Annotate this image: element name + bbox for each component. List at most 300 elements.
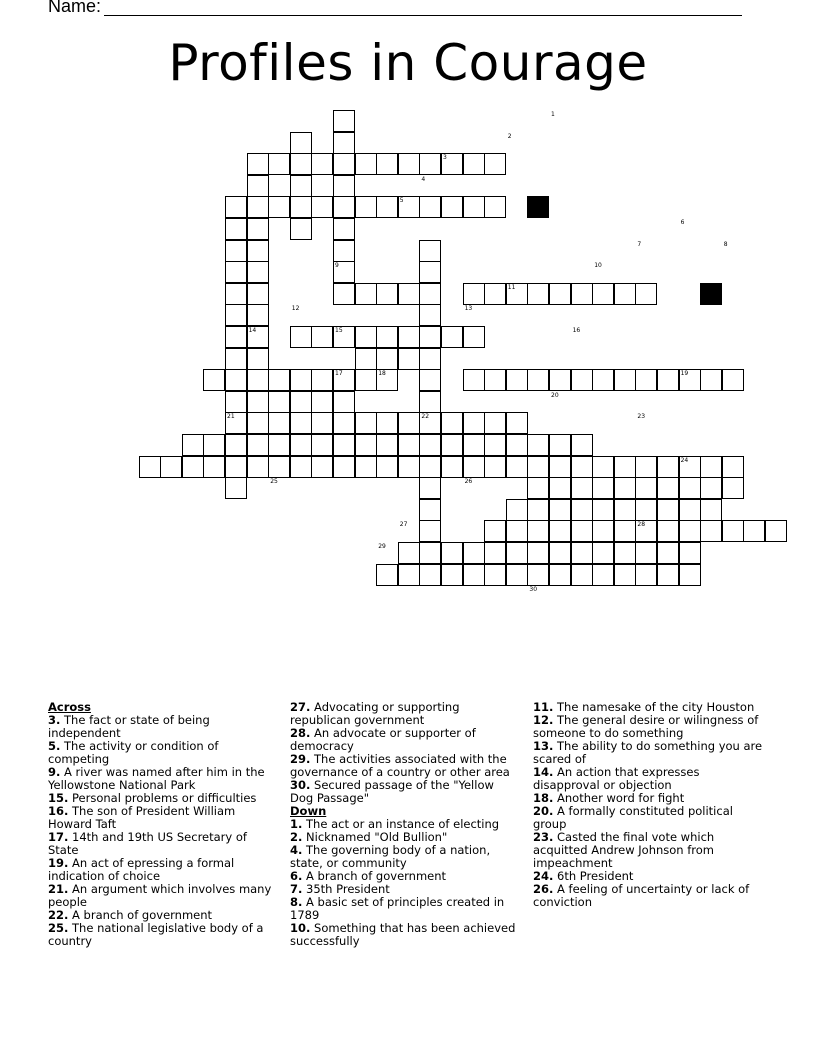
grid-cell[interactable] bbox=[376, 326, 398, 348]
grid-cell[interactable] bbox=[506, 434, 528, 456]
grid-cell[interactable] bbox=[225, 348, 247, 370]
grid-cell[interactable] bbox=[376, 153, 398, 175]
grid-cell[interactable] bbox=[463, 434, 485, 456]
clue-number-label: 14 bbox=[248, 327, 257, 334]
grid-cell[interactable] bbox=[484, 196, 506, 218]
grid-cell[interactable] bbox=[225, 283, 247, 305]
grid-cell[interactable] bbox=[484, 412, 506, 434]
clue-number: 6. bbox=[290, 869, 303, 883]
clue-text: An advocate or supporter of democracy bbox=[290, 726, 476, 753]
grid-cell[interactable] bbox=[506, 369, 528, 391]
down-clue-list-continued bbox=[533, 701, 768, 909]
clue-number: 28. bbox=[290, 726, 311, 740]
grid-cell[interactable] bbox=[441, 326, 463, 348]
grid-cell[interactable] bbox=[355, 434, 377, 456]
grid-cell[interactable] bbox=[700, 369, 722, 391]
grid-cell[interactable] bbox=[592, 542, 614, 564]
grid-cell[interactable] bbox=[700, 456, 722, 478]
grid-cell[interactable] bbox=[247, 283, 269, 305]
grid-cell[interactable] bbox=[247, 412, 269, 434]
grid-cell[interactable] bbox=[225, 456, 247, 478]
grid-cell[interactable] bbox=[290, 412, 312, 434]
grid-cell[interactable] bbox=[268, 196, 290, 218]
grid-cell[interactable] bbox=[333, 110, 355, 132]
clue-number: 9. bbox=[48, 765, 61, 779]
grid-cell[interactable] bbox=[311, 391, 333, 413]
grid-cell[interactable] bbox=[527, 369, 549, 391]
clue-number-label: 4 bbox=[421, 175, 426, 183]
clue-number-label: 8 bbox=[723, 240, 728, 248]
grid-cell[interactable] bbox=[333, 132, 355, 154]
clue-number-label: 6 bbox=[680, 219, 685, 226]
grid-cell[interactable] bbox=[419, 542, 441, 564]
grid-cell[interactable] bbox=[225, 240, 247, 262]
grid-cell[interactable] bbox=[398, 564, 420, 586]
clue-number: 2. bbox=[290, 830, 303, 844]
grid-cell[interactable] bbox=[635, 456, 657, 478]
grid-cell[interactable] bbox=[355, 196, 377, 218]
grid-cell[interactable] bbox=[614, 542, 636, 564]
clue-text: Secured passage of the "Yellow Dog Passage" bbox=[290, 778, 494, 805]
clue-item bbox=[290, 753, 520, 779]
clue-item bbox=[533, 805, 768, 831]
clues-column-1 bbox=[48, 701, 278, 948]
grid-cell[interactable] bbox=[225, 434, 247, 456]
grid-cell[interactable] bbox=[592, 499, 614, 521]
grid-cell[interactable] bbox=[463, 456, 485, 478]
grid-cell[interactable] bbox=[463, 326, 485, 348]
grid-cell[interactable] bbox=[398, 412, 420, 434]
grid-cell[interactable] bbox=[268, 412, 290, 434]
grid-cell[interactable] bbox=[419, 434, 441, 456]
grid-cell[interactable] bbox=[419, 520, 441, 542]
clue-number: 1. bbox=[290, 817, 303, 831]
clue-item bbox=[48, 740, 278, 766]
grid-cell[interactable] bbox=[355, 326, 377, 348]
clue-number-label: 30 bbox=[529, 586, 538, 594]
clue-number: 20. bbox=[533, 804, 554, 818]
clue-item bbox=[48, 714, 278, 740]
grid-cell[interactable] bbox=[571, 434, 593, 456]
clue-item bbox=[533, 766, 768, 792]
grid-cell[interactable] bbox=[527, 434, 549, 456]
clue-number: 4. bbox=[290, 843, 303, 857]
grid-cell[interactable] bbox=[355, 369, 377, 391]
grid-cell[interactable] bbox=[635, 283, 657, 305]
grid-block bbox=[700, 283, 722, 305]
grid-cell[interactable] bbox=[355, 348, 377, 370]
grid-cell[interactable] bbox=[657, 542, 679, 564]
grid-cell[interactable] bbox=[419, 499, 441, 521]
clue-text: A basic set of principles created in 1789 bbox=[290, 895, 505, 922]
grid-cell[interactable] bbox=[419, 261, 441, 283]
clue-number: 16. bbox=[48, 804, 69, 818]
grid-cell[interactable] bbox=[549, 499, 571, 521]
grid-cell[interactable] bbox=[614, 499, 636, 521]
grid-cell[interactable] bbox=[571, 369, 593, 391]
clue-text: 35th President bbox=[302, 882, 390, 896]
grid-cell[interactable] bbox=[506, 542, 528, 564]
grid-cell[interactable] bbox=[592, 520, 614, 542]
clue-text: A river was named after him in the Yellowstone National Park bbox=[48, 765, 265, 792]
clue-number-label: 25 bbox=[270, 478, 278, 486]
clue-number-label: 9 bbox=[335, 262, 339, 270]
grid-cell[interactable] bbox=[527, 477, 549, 499]
grid-cell[interactable] bbox=[614, 520, 636, 542]
grid-cell[interactable] bbox=[722, 520, 744, 542]
clue-item bbox=[48, 857, 278, 883]
grid-cell[interactable] bbox=[398, 348, 420, 370]
clue-number: 22. bbox=[48, 908, 69, 922]
grid-cell[interactable] bbox=[463, 564, 485, 586]
grid-cell[interactable] bbox=[311, 196, 333, 218]
clue-number-label: 21 bbox=[227, 413, 235, 421]
across-clue-list-continued bbox=[290, 701, 520, 805]
grid-cell[interactable] bbox=[247, 175, 269, 197]
name-label: Name: bbox=[48, 0, 102, 16]
clue-number-label: 19 bbox=[680, 370, 689, 378]
grid-cell[interactable] bbox=[290, 153, 312, 175]
grid-cell[interactable] bbox=[700, 520, 722, 542]
grid-cell[interactable] bbox=[290, 175, 312, 197]
grid-cell[interactable] bbox=[419, 153, 441, 175]
grid-cell[interactable] bbox=[268, 391, 290, 413]
grid-cell[interactable] bbox=[571, 564, 593, 586]
grid-cell[interactable] bbox=[484, 153, 506, 175]
grid-cell[interactable] bbox=[592, 456, 614, 478]
clue-text: The national legislative body of a country bbox=[48, 921, 264, 948]
grid-cell[interactable] bbox=[225, 261, 247, 283]
grid-cell[interactable] bbox=[355, 283, 377, 305]
grid-cell[interactable] bbox=[765, 520, 787, 542]
clue-number: 25. bbox=[48, 921, 69, 935]
clue-number-label: 1 bbox=[551, 111, 555, 118]
grid-cell[interactable] bbox=[376, 564, 398, 586]
clue-item bbox=[533, 883, 768, 909]
clue-number: 21. bbox=[48, 882, 69, 896]
grid-cell[interactable] bbox=[376, 456, 398, 478]
grid-cell[interactable] bbox=[527, 542, 549, 564]
grid-cell[interactable] bbox=[419, 304, 441, 326]
grid-cell[interactable] bbox=[398, 153, 420, 175]
grid-cell[interactable] bbox=[419, 196, 441, 218]
grid-cell[interactable] bbox=[657, 456, 679, 478]
grid-cell[interactable] bbox=[441, 412, 463, 434]
clue-item bbox=[290, 727, 520, 753]
grid-cell[interactable] bbox=[225, 477, 247, 499]
grid-cell[interactable] bbox=[549, 542, 571, 564]
grid-cell[interactable] bbox=[247, 218, 269, 240]
grid-cell[interactable] bbox=[635, 564, 657, 586]
grid-cell[interactable] bbox=[441, 456, 463, 478]
grid-cell[interactable] bbox=[419, 348, 441, 370]
grid-cell[interactable] bbox=[376, 412, 398, 434]
grid-cell[interactable] bbox=[225, 391, 247, 413]
grid-cell[interactable] bbox=[592, 564, 614, 586]
grid-cell[interactable] bbox=[247, 456, 269, 478]
clue-item bbox=[290, 922, 520, 948]
grid-cell[interactable] bbox=[571, 477, 593, 499]
grid-cell[interactable] bbox=[333, 283, 355, 305]
grid-cell[interactable] bbox=[333, 175, 355, 197]
grid-cell[interactable] bbox=[506, 520, 528, 542]
grid-cell[interactable] bbox=[290, 218, 312, 240]
grid-cell[interactable] bbox=[290, 196, 312, 218]
grid-cell[interactable] bbox=[247, 304, 269, 326]
clue-number-label: 29 bbox=[378, 543, 386, 550]
clue-number: 7. bbox=[290, 882, 303, 896]
grid-cell[interactable] bbox=[268, 369, 290, 391]
grid-cell[interactable] bbox=[355, 153, 377, 175]
grid-cell[interactable] bbox=[549, 564, 571, 586]
grid-cell[interactable] bbox=[376, 434, 398, 456]
grid-cell[interactable] bbox=[571, 542, 593, 564]
grid-cell[interactable] bbox=[506, 564, 528, 586]
grid-cell[interactable] bbox=[614, 477, 636, 499]
grid-cell[interactable] bbox=[549, 520, 571, 542]
grid-cell[interactable] bbox=[311, 434, 333, 456]
clue-number-label: 2 bbox=[507, 132, 512, 140]
grid-cell[interactable] bbox=[484, 456, 506, 478]
grid-cell[interactable] bbox=[333, 218, 355, 240]
grid-cell[interactable] bbox=[657, 520, 679, 542]
grid-cell[interactable] bbox=[139, 456, 161, 478]
grid-cell[interactable] bbox=[549, 434, 571, 456]
grid-cell[interactable] bbox=[398, 283, 420, 305]
page-title: Profiles in Courage bbox=[168, 34, 648, 92]
grid-cell[interactable] bbox=[225, 326, 247, 348]
grid-cell[interactable] bbox=[484, 564, 506, 586]
clue-text: 6th President bbox=[553, 869, 634, 883]
grid-cell[interactable] bbox=[333, 412, 355, 434]
grid-cell[interactable] bbox=[657, 564, 679, 586]
grid-cell[interactable] bbox=[203, 434, 225, 456]
grid-cell[interactable] bbox=[484, 369, 506, 391]
clue-number: 18. bbox=[533, 791, 554, 805]
grid-cell[interactable] bbox=[679, 477, 701, 499]
grid-cell[interactable] bbox=[743, 520, 765, 542]
grid-cell[interactable] bbox=[571, 520, 593, 542]
grid-cell[interactable] bbox=[549, 477, 571, 499]
grid-cell[interactable] bbox=[247, 348, 269, 370]
clue-number: 30. bbox=[290, 778, 311, 792]
grid-cell[interactable] bbox=[419, 240, 441, 262]
grid-cell[interactable] bbox=[203, 369, 225, 391]
grid-cell[interactable] bbox=[225, 196, 247, 218]
grid-cell[interactable] bbox=[419, 283, 441, 305]
clue-text: The son of President William Howard Taft bbox=[48, 804, 236, 831]
grid-cell[interactable] bbox=[376, 196, 398, 218]
grid-cell[interactable] bbox=[355, 412, 377, 434]
clue-text: An action that expresses disapproval or objection bbox=[533, 765, 700, 792]
grid-cell[interactable] bbox=[311, 326, 333, 348]
grid-cell[interactable] bbox=[679, 542, 701, 564]
grid-cell[interactable] bbox=[463, 412, 485, 434]
grid-cell[interactable] bbox=[160, 456, 182, 478]
grid-cell[interactable] bbox=[225, 304, 247, 326]
grid-cell[interactable] bbox=[700, 499, 722, 521]
grid-cell[interactable] bbox=[290, 369, 312, 391]
clue-item bbox=[533, 831, 768, 870]
grid-cell[interactable] bbox=[549, 369, 571, 391]
grid-cell[interactable] bbox=[441, 564, 463, 586]
grid-cell[interactable] bbox=[247, 434, 269, 456]
grid-cell[interactable] bbox=[290, 326, 312, 348]
clue-number: 3. bbox=[48, 713, 61, 727]
clue-number-label: 5 bbox=[399, 197, 404, 205]
grid-cell[interactable] bbox=[527, 564, 549, 586]
grid-cell[interactable] bbox=[635, 369, 657, 391]
grid-cell[interactable] bbox=[463, 153, 485, 175]
grid-cell[interactable] bbox=[549, 456, 571, 478]
grid-cell[interactable] bbox=[376, 283, 398, 305]
grid-cell[interactable] bbox=[679, 520, 701, 542]
grid-cell[interactable] bbox=[527, 456, 549, 478]
grid-cell[interactable] bbox=[722, 477, 744, 499]
clue-item bbox=[290, 896, 520, 922]
grid-cell[interactable] bbox=[268, 434, 290, 456]
grid-cell[interactable] bbox=[333, 240, 355, 262]
grid-cell[interactable] bbox=[311, 412, 333, 434]
grid-cell[interactable] bbox=[463, 369, 485, 391]
grid-cell[interactable] bbox=[484, 283, 506, 305]
grid-cell[interactable] bbox=[182, 434, 204, 456]
grid-cell[interactable] bbox=[463, 542, 485, 564]
grid-cell[interactable] bbox=[398, 456, 420, 478]
grid-cell[interactable] bbox=[333, 196, 355, 218]
grid-cell[interactable] bbox=[419, 326, 441, 348]
clue-number: 17. bbox=[48, 830, 69, 844]
grid-cell[interactable] bbox=[571, 456, 593, 478]
grid-cell[interactable] bbox=[290, 132, 312, 154]
grid-cell[interactable] bbox=[311, 153, 333, 175]
grid-cell[interactable] bbox=[635, 499, 657, 521]
grid-cell[interactable] bbox=[484, 542, 506, 564]
clue-number: 10. bbox=[290, 921, 311, 935]
grid-cell[interactable] bbox=[419, 564, 441, 586]
clue-text: The activities associated with the governance of a country or other area bbox=[290, 752, 510, 779]
grid-cell[interactable] bbox=[398, 542, 420, 564]
clue-number-label: 7 bbox=[637, 240, 642, 248]
clues-column-3 bbox=[533, 701, 768, 909]
grid-cell[interactable] bbox=[311, 456, 333, 478]
grid-cell[interactable] bbox=[419, 391, 441, 413]
clue-text: A branch of government bbox=[302, 869, 447, 883]
grid-cell[interactable] bbox=[463, 196, 485, 218]
grid-cell[interactable] bbox=[419, 477, 441, 499]
grid-cell[interactable] bbox=[506, 499, 528, 521]
grid-cell[interactable] bbox=[290, 456, 312, 478]
grid-cell[interactable] bbox=[527, 499, 549, 521]
grid-cell[interactable] bbox=[614, 369, 636, 391]
clue-number-label: 16 bbox=[572, 327, 581, 334]
clue-text: Nicknamed "Old Bullion" bbox=[302, 830, 448, 844]
grid-cell[interactable] bbox=[203, 456, 225, 478]
grid-cell[interactable] bbox=[700, 477, 722, 499]
grid-cell[interactable] bbox=[484, 434, 506, 456]
grid-cell[interactable] bbox=[506, 456, 528, 478]
grid-cell[interactable] bbox=[657, 499, 679, 521]
grid-cell[interactable] bbox=[355, 456, 377, 478]
clue-number-label: 17 bbox=[335, 370, 343, 378]
grid-cell[interactable] bbox=[247, 261, 269, 283]
grid-cell[interactable] bbox=[549, 283, 571, 305]
grid-cell[interactable] bbox=[614, 564, 636, 586]
grid-block bbox=[527, 196, 549, 218]
grid-cell[interactable] bbox=[635, 477, 657, 499]
clue-number-label: 10 bbox=[594, 262, 602, 270]
clue-number-label: 23 bbox=[637, 413, 646, 421]
grid-cell[interactable] bbox=[290, 434, 312, 456]
grid-cell[interactable] bbox=[592, 477, 614, 499]
clue-item bbox=[48, 805, 278, 831]
grid-cell[interactable] bbox=[484, 520, 506, 542]
grid-cell[interactable] bbox=[635, 542, 657, 564]
grid-cell[interactable] bbox=[247, 369, 269, 391]
grid-cell[interactable] bbox=[722, 456, 744, 478]
grid-cell[interactable] bbox=[398, 434, 420, 456]
grid-cell[interactable] bbox=[333, 153, 355, 175]
grid-cell[interactable] bbox=[571, 283, 593, 305]
grid-cell[interactable] bbox=[592, 369, 614, 391]
clue-number-label: 24 bbox=[680, 456, 689, 464]
grid-cell[interactable] bbox=[419, 369, 441, 391]
grid-cell[interactable] bbox=[268, 153, 290, 175]
clue-text: The act or an instance of electing bbox=[302, 817, 500, 831]
grid-cell[interactable] bbox=[571, 499, 593, 521]
grid-cell[interactable] bbox=[182, 456, 204, 478]
grid-cell[interactable] bbox=[614, 456, 636, 478]
grid-cell[interactable] bbox=[376, 348, 398, 370]
grid-cell[interactable] bbox=[225, 369, 247, 391]
grid-cell[interactable] bbox=[679, 499, 701, 521]
grid-cell[interactable] bbox=[333, 434, 355, 456]
clue-number: 27. bbox=[290, 700, 311, 714]
grid-cell[interactable] bbox=[247, 153, 269, 175]
grid-cell[interactable] bbox=[225, 218, 247, 240]
grid-cell[interactable] bbox=[441, 196, 463, 218]
grid-cell[interactable] bbox=[527, 283, 549, 305]
across-clue-list bbox=[48, 714, 278, 948]
grid-cell[interactable] bbox=[247, 391, 269, 413]
grid-cell[interactable] bbox=[398, 326, 420, 348]
grid-cell[interactable] bbox=[441, 434, 463, 456]
grid-cell[interactable] bbox=[333, 391, 355, 413]
grid-cell[interactable] bbox=[419, 456, 441, 478]
grid-cell[interactable] bbox=[657, 369, 679, 391]
grid-cell[interactable] bbox=[268, 456, 290, 478]
grid-cell[interactable] bbox=[247, 240, 269, 262]
grid-cell[interactable] bbox=[247, 196, 269, 218]
grid-cell[interactable] bbox=[722, 369, 744, 391]
clue-item bbox=[533, 714, 768, 740]
name-field-line[interactable] bbox=[104, 15, 742, 16]
grid-cell[interactable] bbox=[592, 283, 614, 305]
grid-cell[interactable] bbox=[333, 456, 355, 478]
clue-text: Something that has been achieved successfully bbox=[290, 921, 516, 948]
grid-cell[interactable] bbox=[527, 520, 549, 542]
grid-cell[interactable] bbox=[679, 564, 701, 586]
clue-text: Advocating or supporting republican government bbox=[290, 700, 460, 727]
grid-cell[interactable] bbox=[614, 283, 636, 305]
clue-number: 13. bbox=[533, 739, 554, 753]
grid-cell[interactable] bbox=[290, 391, 312, 413]
grid-cell[interactable] bbox=[441, 542, 463, 564]
grid-cell[interactable] bbox=[657, 477, 679, 499]
grid-cell[interactable] bbox=[463, 283, 485, 305]
grid-cell[interactable] bbox=[506, 412, 528, 434]
grid-cell[interactable] bbox=[311, 369, 333, 391]
